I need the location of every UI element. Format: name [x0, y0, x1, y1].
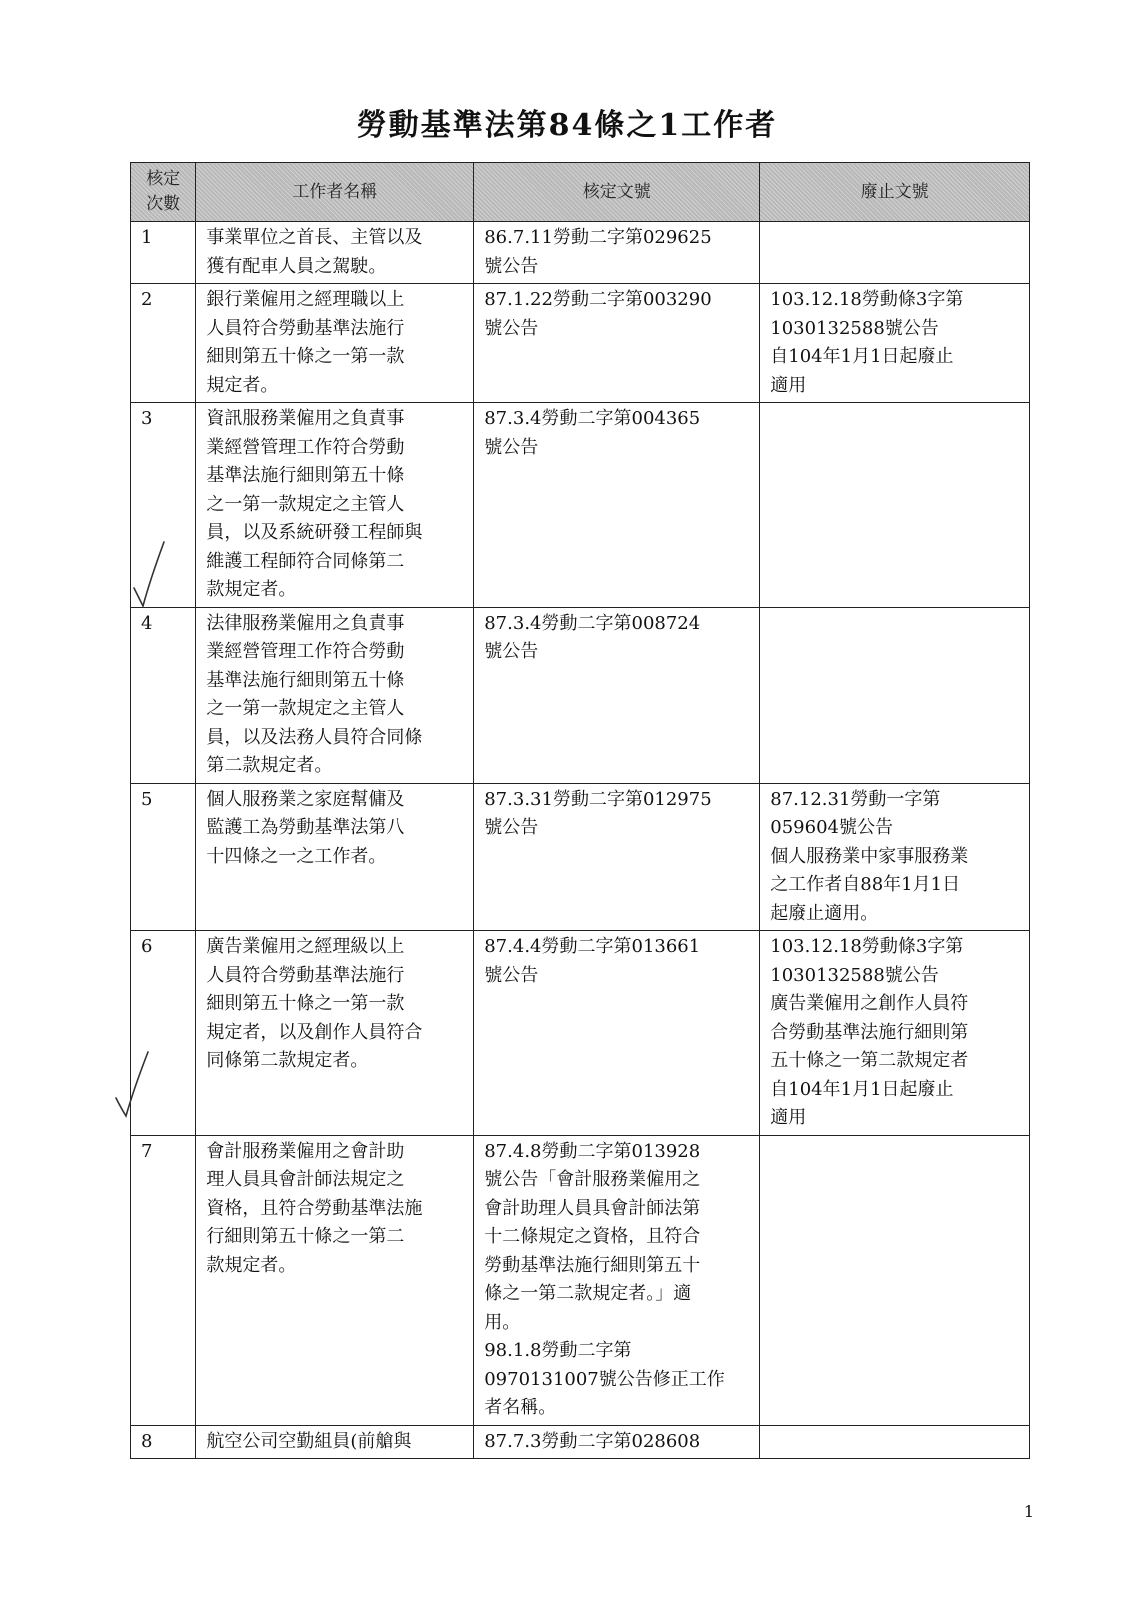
table-header-row: [131, 163, 1030, 222]
header-abolish: 廢止文號: [760, 163, 1030, 222]
row-no: 1: [131, 222, 196, 284]
table-row: [131, 284, 1030, 403]
workers-table: [130, 162, 1030, 1459]
header-name: 工作者名稱: [196, 163, 474, 222]
table-row: [131, 607, 1030, 783]
row-approval: 87.3.4勞動二字第008724 號公告: [474, 607, 760, 783]
row-name: 資訊服務業僱用之負責事 業經營管理工作符合勞動 基準法施行細則第五十條 之一第一款規定之主管人 員，以及系統研發工程師與 維護工程師符合同條第二 款規定者。: [196, 403, 474, 608]
row-approval: 87.4.8勞動二字第013928 號公告「會計服務業僱用之 會計助理人員具會計師法第 十二條規定之資格，且符合 勞動基準法施行細則第五十 條之一第二款規定者。」適 用。 98.1.8勞動二字第 0970131007號公告修正工作 者名稱。: [474, 1135, 760, 1425]
row-abolish: 87.12.31勞動一字第 059604號公告 個人服務業中家事服務業 之工作者自88年1月1日 起廢止適用。: [760, 783, 1030, 931]
page-number: 1: [1023, 1502, 1034, 1521]
table-row: [131, 1135, 1030, 1425]
row-abolish: [760, 1135, 1030, 1425]
row-no: 3: [131, 403, 196, 608]
table-row: [131, 1425, 1030, 1459]
document-title: 勞動基準法第84條之1工作者: [356, 108, 778, 143]
row-abolish: 103.12.18勞動條3字第 1030132588號公告 自104年1月1日起廢止 適用: [760, 284, 1030, 403]
row-abolish: [760, 403, 1030, 608]
row-no: 4: [131, 607, 196, 783]
row-abolish: [760, 1425, 1030, 1459]
row-approval: 87.3.31勞動二字第012975 號公告: [474, 783, 760, 931]
row-no: 5: [131, 783, 196, 931]
row-approval: 87.3.4勞動二字第004365 號公告: [474, 403, 760, 608]
row-approval: 87.1.22勞動二字第003290 號公告: [474, 284, 760, 403]
row-abolish: [760, 222, 1030, 284]
row-approval: 87.4.4勞動二字第013661 號公告: [474, 931, 760, 1136]
table-row: [131, 222, 1030, 284]
row-name: 會計服務業僱用之會計助 理人員具會計師法規定之 資格，且符合勞動基準法施 行細則第五十條之一第二 款規定者。: [196, 1135, 474, 1425]
table-row: [131, 403, 1030, 608]
row-abolish: 103.12.18勞動條3字第 1030132588號公告 廣告業僱用之創作人員符 合勞動基準法施行細則第 五十條之一第二款規定者 自104年1月1日起廢止 適用: [760, 931, 1030, 1136]
row-abolish: [760, 607, 1030, 783]
row-name: 事業單位之首長、主管以及 獲有配車人員之駕駛。: [196, 222, 474, 284]
row-name: 法律服務業僱用之負責事 業經營管理工作符合勞動 基準法施行細則第五十條 之一第一款規定之主管人 員，以及法務人員符合同條 第二款規定者。: [196, 607, 474, 783]
row-no: 6: [131, 931, 196, 1136]
row-approval: 86.7.11勞動二字第029625 號公告: [474, 222, 760, 284]
row-no: 2: [131, 284, 196, 403]
row-no: 7: [131, 1135, 196, 1425]
row-name: 個人服務業之家庭幫傭及 監護工為勞動基準法第八 十四條之一之工作者。: [196, 783, 474, 931]
row-name: 廣告業僱用之經理級以上 人員符合勞動基準法施行 細則第五十條之一第一款 規定者，以及創作人員符合 同條第二款規定者。: [196, 931, 474, 1136]
row-no: 8: [131, 1425, 196, 1459]
row-name: 銀行業僱用之經理職以上 人員符合勞動基準法施行 細則第五十條之一第一款 規定者。: [196, 284, 474, 403]
row-approval: 87.7.3勞動二字第028608: [474, 1425, 760, 1459]
header-approval: 核定文號: [474, 163, 760, 222]
table-row: [131, 783, 1030, 931]
header-no: 核定 次數: [131, 163, 196, 222]
table-row: [131, 931, 1030, 1136]
row-name: 航空公司空勤組員(前艙與: [196, 1425, 474, 1459]
